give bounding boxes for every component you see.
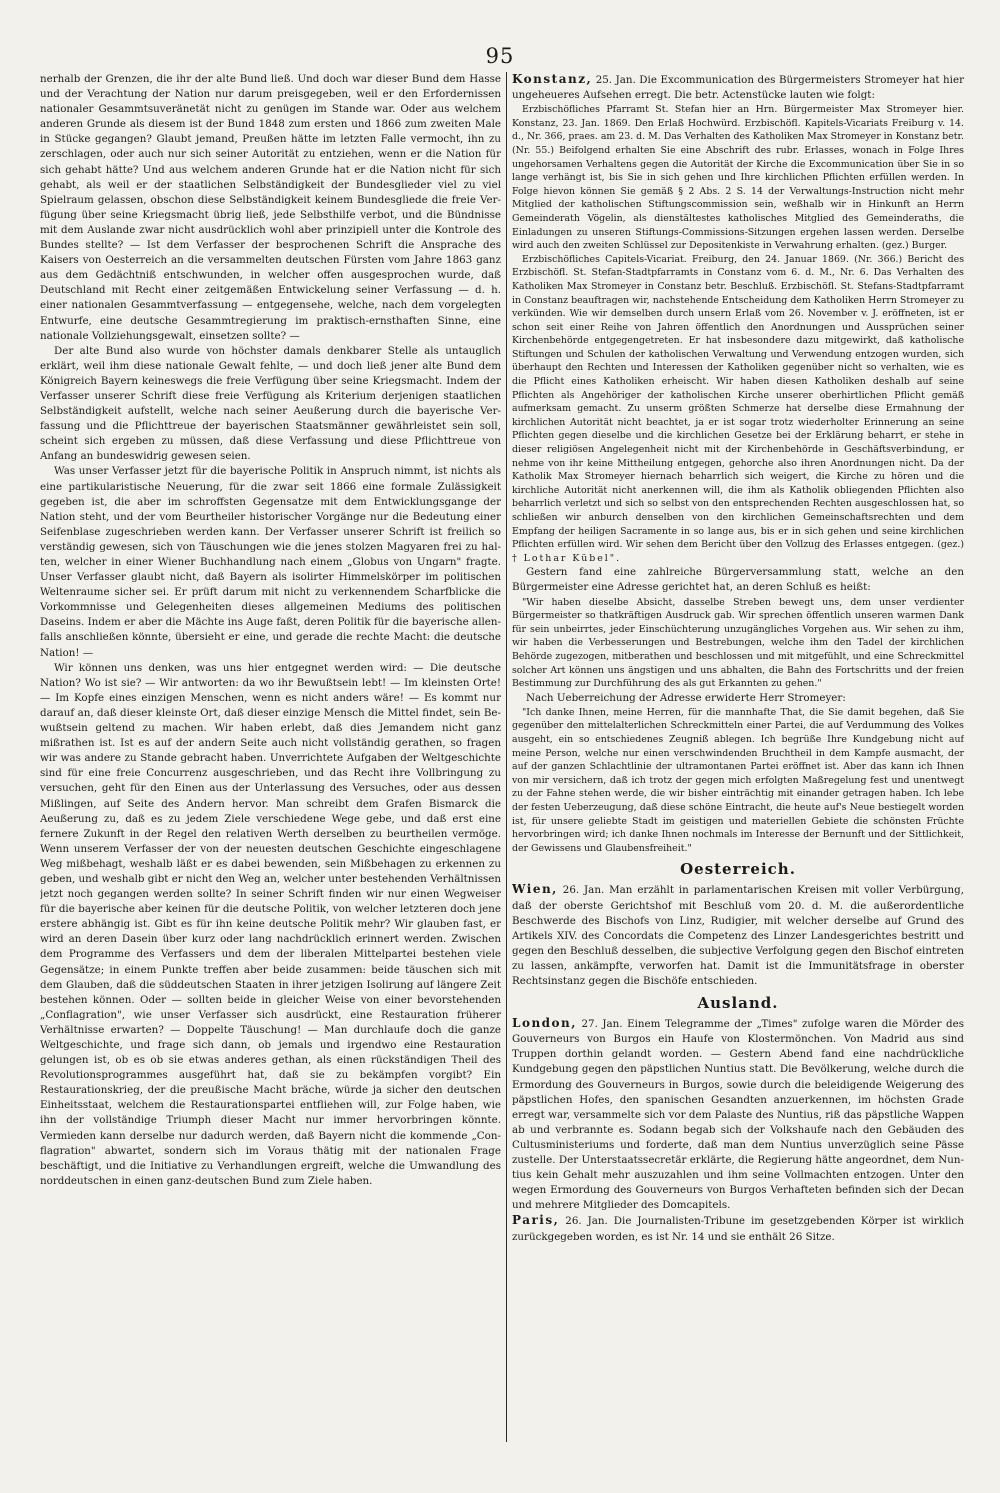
konstanz-text: 25. Jan. Die Excommunication des Bürgermeisters Stromeyer hat hier ungeheueres Aufsehen erregt. Die betr. Actenstücke lauten wie folgt: bbox=[512, 74, 964, 102]
wien-text: 26. Jan. Man erzählt in parlamentarischen Kreisen mit voller Verbürgung, daß der oberste Gerichtshof mit Beschluß vom 20. d. M. die außerordentliche Beschwerde des Bischofs von Linz, Rudigier, mit welcher derselbe auf Grund des Artikels XIV. des Concordats die Competenz des Linzer Landesgerichtes bestritt und gegen den Beschluß desselben, die subjective Verfolgung gegen den Bischof eintreten zu lassen, ankämpfte, verworfen hat. Damit ist die Immunitätsfrage in oberster Rechtsinstanz gegen die Bischöfe entschieden. bbox=[512, 884, 964, 987]
letter-vicariat-text: Erzbischöfliches Capitels-Vicariat. Freiburg, den 24. Januar 1869. (Nr. 366.) Bericht des Erzbischöfl. St. Stefan-Stadtpfarramts in Constanz vom 6. d. M., Nr. 6. Das Verhalten des Katholiken Max Stromeyer in Constanz betr. Beschluß. Erzbischöfl. St. Stefans-Stadtpfarramt in Constanz beauftragen wir, nachstehende Entscheidung dem Katholiken Herrn Stromeyer zu verkünden. Wie wir demselben durch unsern Erlaß vom 26. November v. J. eröffneten, ist er schon seit einer Reihe von Jahren öffentlich den Anordnungen und Aussprüchen seiner Kirchenbehörde entgegengetreten. Er hat insbesondere dazu mitgewirkt, daß katholische Stiftungen und Schulen der katholischen Verwaltung und Verwendung entzogen wurden, sich überhaupt den Rechten und Interessen der Katholiken gegenüber nicht so verhalten, wie es die Pflicht eines Katholiken erheischt. Wir haben diesen Katholiken deshalb auf seine Pflichten als Angehöriger der katholischen Kirche unserer oberhirtlichen Pflicht gemäß aufmerksam gemacht. Zu unserm größten Schmerze hat derselbe diese Ermahnung der kirchlichen Autorität nicht beachtet, ja er ist sogar trotz wiederholter Erinnerung an seine Pflichten gegen dieselbe und die kirchlichen Gesetze bei der Erklärung beharrt, er stehe in dieser religiösen Angelegenheit nicht mit der Kirchenbehörde in Geschäftsverbindung, er nehme von ihr keine Mittheilung entgegen, gehorche also ihren Anordnungen nicht. Da der Katholik Max Stromeyer hiernach beharrlich sich weigert, die Kirche zu hören und die kirchliche Autorität nicht anerkennen will, die ihm als Katholik obliegenden Pflichten also beharrlich verletzt und sich so selbst von den entsprechenden Rechten ausgeschlossen hat, so schließen wir anburch denselben von den kirchlichen Gemeinschaftsrechten und dem Empfang der heiligen Sacramente in so lange aus, bis er in sich gehen und seine kirchlichen Pflichten erfüllen wird. Wir sehen dem Bericht über den Vollzug des Erlasses entgegen. (gez.) bbox=[512, 253, 964, 551]
konstanz-documents bbox=[512, 103, 964, 565]
paris-text: 26. Jan. Die Journalisten-Tribune im gesetzgebenden Körper ist wirklich zurückgegeben worden, es ist Nr. 14 und sie enthält 26 Sitze. bbox=[512, 1215, 964, 1243]
address-quote: "Wir haben dieselbe Absicht, dasselbe Streben bewegt uns, dem unser verdienter Bürgermeister so thatkräftigen Ausdruck gab. Wir sprechen öffentlich unseren warmen Dank für sein unbeirrtes, jeder Einschüchterung unzugängliches Vorgehen aus. Wir sehen zu ihm, wir haben die Verbesserungen und Bestrebungen, welche ihm den Tadel der kirchlichen Behörde zugezogen, mitberathen und beschlossen und mit mitgefühlt, und eine Schreckmittel solcher Art können uns ängstigen und uns abhalten, die Bahn des Fortschritts und der freien Bestimmung zur Durchführung des als gut Erkannten zu gehen." bbox=[512, 596, 964, 690]
konstanz-report bbox=[512, 72, 964, 103]
dateline-konstanz: Konstanz, bbox=[512, 72, 593, 86]
reply-intro: Nach Ueberreichung der Adresse erwiderte Herr Stromeyer: bbox=[526, 691, 846, 704]
letter-pfarramt: Erzbischöfliches Pfarramt St. Stefan hier an Hrn. Bürgermeister Max Stromeyer hier. Konstanz, 23. Jan. 1869. Den Erlaß Hochwürd. Erzbischöfl. Kapitels-Vicariats Freiburg v. 14. d., Nr. 366, praes. am 23. d. M. Das Verhalten des Katholiken Max Stromeyer in Konstanz betr. (Nr. 55.) Beifolgend erhalten Sie eine Abschrift des rubr. Erlasses, wonach in Folge Ihres ungehorsamen Verhaltens gegen die Autorität der Kirche die Excommunication über Sie in so lange verhängt ist, bis Sie in sich gehen und Ihre kirchlichen Pflichten erfüllen werden. In Folge hievon können Sie gemäß § 2 Abs. 2 S. 14 der Verwaltungs-Instruction nicht mehr Mitglied der katholischen Stiftungscommission sein, weßhalb wir in Hinkunft an Herrn Gemeinderath Vögelin, als dienstältestes katholisches Mitglied des Gemeinderaths, die Einladungen zu unseren Stiftungs-Commissions-Sitzungen ergehen lassen werden. Derselbe wird auch den zweiten Schlüssel zur Depositenkiste in Verwahrung erhalten. (gez.) Burger. bbox=[512, 104, 964, 252]
assembly-paragraph: Gestern fand eine zahlreiche Bürgerversammlung statt, welche an den Bürgermeister eine Adresse gerichtet hat, an deren Schluß es heißt: bbox=[512, 566, 964, 594]
wien-report bbox=[512, 882, 964, 989]
dateline-paris: Paris, bbox=[512, 1213, 560, 1228]
dateline-london: London, bbox=[512, 1016, 577, 1031]
reply-quote-block bbox=[512, 706, 964, 856]
section-heading-oesterreich: Oesterreich. bbox=[680, 860, 796, 879]
column-divider bbox=[506, 72, 507, 1442]
left-column bbox=[40, 72, 501, 1452]
paris-report bbox=[512, 1213, 964, 1244]
right-column bbox=[512, 72, 964, 1452]
section-heading-ausland: Ausland. bbox=[697, 994, 779, 1013]
london-report bbox=[512, 1016, 964, 1213]
article-paragraph: Der alte Bund also wurde von höchster damals denkbarer Stelle als untauglich erklärt, weil ihm diese nationale Gewalt fehlte, — und doch ließ jener alte Bund dem Königreich Bayern keineswegs die freie Verfügung über seine Kriegsmacht. Indem der Verfasser unserer Schrift diese freie Verfügung als Kriterium derjenigen staatlichen Selbständigkeit aufstellt, welche nach seiner Aeußerung durch die bayerische Verfassung und die Pflichttreue der bayerischen Staatsmänner gewährleistet sein soll, scheint sich ergeben zu müssen, daß diese Verfassung und diese Pflichttreue von Anfang an bundeswidrig gewesen seien. bbox=[40, 344, 501, 463]
letter-vicariat bbox=[512, 253, 964, 566]
address-quote-block bbox=[512, 596, 964, 691]
article-paragraph: Wir können uns denken, was uns hier entgegnet werden wird: — Die deutsche Nation? Wo ist sie? — Wir antworten: da wo ihr Bewußtsein lebt! — Im kleinsten Orte! — Im Kopfe eines einzigen Menschen, wenn es nicht anders wäre! — Es kommt nur darauf an, daß dieser kleinste Ort, daß dieser einzige Mensch die Mittel findet, sein Bewußtsein geltend zu machen. Wir haben erlebt, daß dies Jemandem nicht ganz mißrathen ist. Ist es auf der andern Seite auch nicht vollständig gerathen, so fragen wir was andere zu Stande gebracht haben. Unverrichtete Aufgaben der Weltgeschichte sind für eine freie Concurrenz ausgeschrieben, und das Recht ihre Vollbringung zu versuchen, geht für den Einen aus der Unterlassung des Versuches, oder aus dessen Mißlingen, auf Seite des Andern hervor. Man schreibt dem Grafen Bismarck die Aeußerung zu, daß es zu jedem Ziele verschiedene Wege gebe, und daß erst eine fernere Zukunft in der Regel den relativen Werth derselben zu beurtheilen vermöge. Wenn unserem Verfasser der von der neuesten deutschen Geschichte eingeschlagene Weg mißbehagt, weshalb läßt er es dabei bewenden, sein Mißbehagen zu erkennen zu geben, und weshalb gibt er nicht den Weg an, welcher unter bestehenden Verhältnissen jetzt noch gegangen werden sollte? In seiner Schrift finden wir nur einen Wegweiser für die bayerische aber keinen für die deutsche Politik, von welcher letzteren doch jene erstere abhängig ist. Gibt es für ihn keine deutsche Politik mehr? Wir glauben fast, er wird an deren Dasein über kurz oder lang nachdrücklich erinnert werden. Zwischen dem Programme des Verfassers und dem der liberalen Mittelpartei bestehen viele Gegensätze; in einem Punkte treffen aber beide zusammen: beide täuschen sich mit dem Glauben, daß die süddeutschen Staaten in ihrer jetzigen Isolirung auf längere Zeit bestehen können. Oder — sollten beide in gleicher Weise von einer bevorstehenden „Conflagration", wie unser Verfasser sich ausdrückt, eine Restauration früherer Verhältnisse erwarten? — Doppelte Täuschung! — Man durchlaufe doch die ganze Weltgeschichte, und frage sich dann, ob jemals und irgendwo eine Restauration gelungen ist, ob es ob sie etwas anderes gethan, als einen rückständigen Theil des Revolutionsprogrammes ausgeführt hat, daß sie zu bekämpfen vorgibt? Ein Restaurationskrieg, der die preußische Macht bräche, würde ja sicher den deutschen Einheitsstaat, welchem die Restaurationspartei entfliehen will, zur Folge haben, wie ihn der vollständige Triumph dieser Macht nur immer hervorbringen könnte. Vermieden kann derselbe nur dadurch werden, daß Bayern nicht die kommende „Conflagration" abwartet, sondern sich im Voraus thätig mit der nationalen Frage beschäftigt, und die Initiative zu Verhandlungen ergreift, welche die Umwandlung des norddeutschen in einen ganz-deutschen Bund zum Ziele haben. bbox=[40, 661, 501, 1187]
reply-quote: "Ich danke Ihnen, meine Herren, für die mannhafte That, die Sie damit begehen, daß Sie gegenüber den mittelalterlichen Schreckmitteln einer Partei, die auf Verdummung des Volkes ausgeht, ein so entschiedenes Zeugniß ablegen. Ich begrüße Ihre Kundgebung nicht auf meine Person, welche nur einen verschwindenden Bruchtheil in dem Kampfe ausmacht, der auf der ganzen Schlachtlinie der ultramontanen Partei eröffnet ist. Aber das kann ich Ihnen von mir versichern, daß ich trotz der gegen mich erfolgten Maßregelung fest und unentwegt zu der Fahne stehen werde, die wir bisher einträchtig mit einander getragen haben. Ich lebe der festen Ueberzeugung, daß diese schöne Eintracht, die heute auf's Neue bestiegelt worden ist, für unsere geliebte Stadt im geistigen und materiellen Gebiete die schönsten Früchte hervorbringen wird; ich danke Ihnen nochmals im Interesse der Bernunft und der Sittlichkeit, der Gewissens und Glaubensfreiheit." bbox=[512, 706, 964, 854]
dateline-wien: Wien, bbox=[512, 882, 558, 897]
page-number: 95 bbox=[485, 44, 515, 68]
article-paragraph: nerhalb der Grenzen, die ihr der alte Bund ließ. Und doch war dieser Bund dem Hasse und der Verachtung der Nation nur darum preisgegeben, weil er den Erfordernissen nationaler Gesammtsuveränetät nicht zu genügen im Stande war. Oder aus welchem anderen Grunde als diesem ist der Bund 1848 zum ersten und 1866 zum zweiten Male in Stücke gegangen? Glaubt jemand, Preußen hätte im letzten Falle vermocht, ihn zu zerschlagen, oder auch nur sich seiner Autorität zu entziehen, wenn er die Nation für sich gehabt hätte? Und aus welchem anderen Grunde hat er die Nation nicht für sich gehabt, als weil er der staatlichen Selbständigkeit der Bundesglieder viel zu viel Spielraum gelassen, obschon diese Selbständigkeit keinem Bundesgliede die freie Verfügung über seine Kriegsmacht übrig ließ, jede Selbsthilfe verbot, und die Bündnisse mit dem Auslande zwar nicht ausdrücklich wohl aber prinzipiell unter die Kontrole des Bundes stellte? — Ist dem Verfasser der besprochenen Schrift die Ansprache des Kaisers von Oesterreich an die versammelten deutschen Fürsten vom Jahre 1863 ganz aus dem Gedächtniß entschwunden, in welcher offen ausgesprochen wurde, daß Deutschland mit Recht einer zeitgemäßen Entwickelung seiner Verfassung — d. h. einer nationalen Gesammtverfassung — entgegensehe, welche, nach dem vorgelegten Entwurfe, eine deutsche Gesammtregierung im praktisch-ernsthaften Sinne, eine nationale Vollziehungsgewalt, einsetzen sollte? — bbox=[40, 73, 501, 342]
signature-kuebel: † Lothar Kübel". bbox=[512, 552, 622, 564]
article-paragraph: Was unser Verfasser jetzt für die bayerische Politik in Anspruch nimmt, ist nichts als eine partikularistische Neuerung, für die zwar seit 1866 eine formale Zulässigkeit gegeben ist, die aber im schroffsten Gegensatze mit dem Entwicklungsgange der Nation steht, und der vom Beurtheiler historischer Vorgänge nur die Bedeutung einer Seifenblase zugeschrieben werden kann. Der Verfasser unserer Schrift ist freilich so verständig gewesen, sich von Täuschungen wie die jenes stolzen Magyaren frei zu halten, welcher in einer Wiener Buchhandlung nach einem „Globus von Ungarn" fragte. Unser Verfasser glaubt nicht, daß Bayern als isolirter Himmelskörper im politischen Weltenraume sicher sei. Er prüft darum mit nicht zu verkennendem Scharfblicke die Vorkommnisse und Gelegenheiten dieses allgemeinen Mediums des politischen Daseins. Indem er aber die Mächte ins Auge faßt, deren Politik für die bayerische allenfalls anschließen könnte, übersieht er eine, und gerade die rechte Macht: die deutsche Nation! — bbox=[40, 465, 501, 659]
london-text: 27. Jan. Einem Telegramme der „Times" zufolge waren die Mörder des Gouverneurs von Burgos ein Haufe von Klostermönchen. Von Madrid aus sind Truppen dorthin gelandt worden. — Gestern Abend fand eine nachdrückliche Kundgebung gegen den päpstlichen Nuntius statt. Die Bevölkerung, welche durch die Ermordung des Gouverneurs in Burgos, sowie durch die beleidigende Weigerung des päpstlichen Hofes, den spanischen Gesandten anzuerkennen, im höchsten Grade erregt war, versammelte sich vor dem Palaste des Nuntius, riß das päpstliche Wappen ab und verbrannte es. Sodann begab sich der Volkshaufe nach den Gebäuden des Cultusministeriums und forderte, daß man dem Nuntius unverzüglich seine Pässe zustelle. Der Unterstaatssecretär erklärte, die Regierung hätte angeordnet, dem Nuntius kein Gehalt mehr auszuzahlen und ihm seine Vollmachten entzogen. Unter den wegen Ermordung des Gouverneurs von Burgos Verhafteten befinden sich der Decan und mehrere Mitglieder des Domcapitels. bbox=[512, 1018, 964, 1212]
